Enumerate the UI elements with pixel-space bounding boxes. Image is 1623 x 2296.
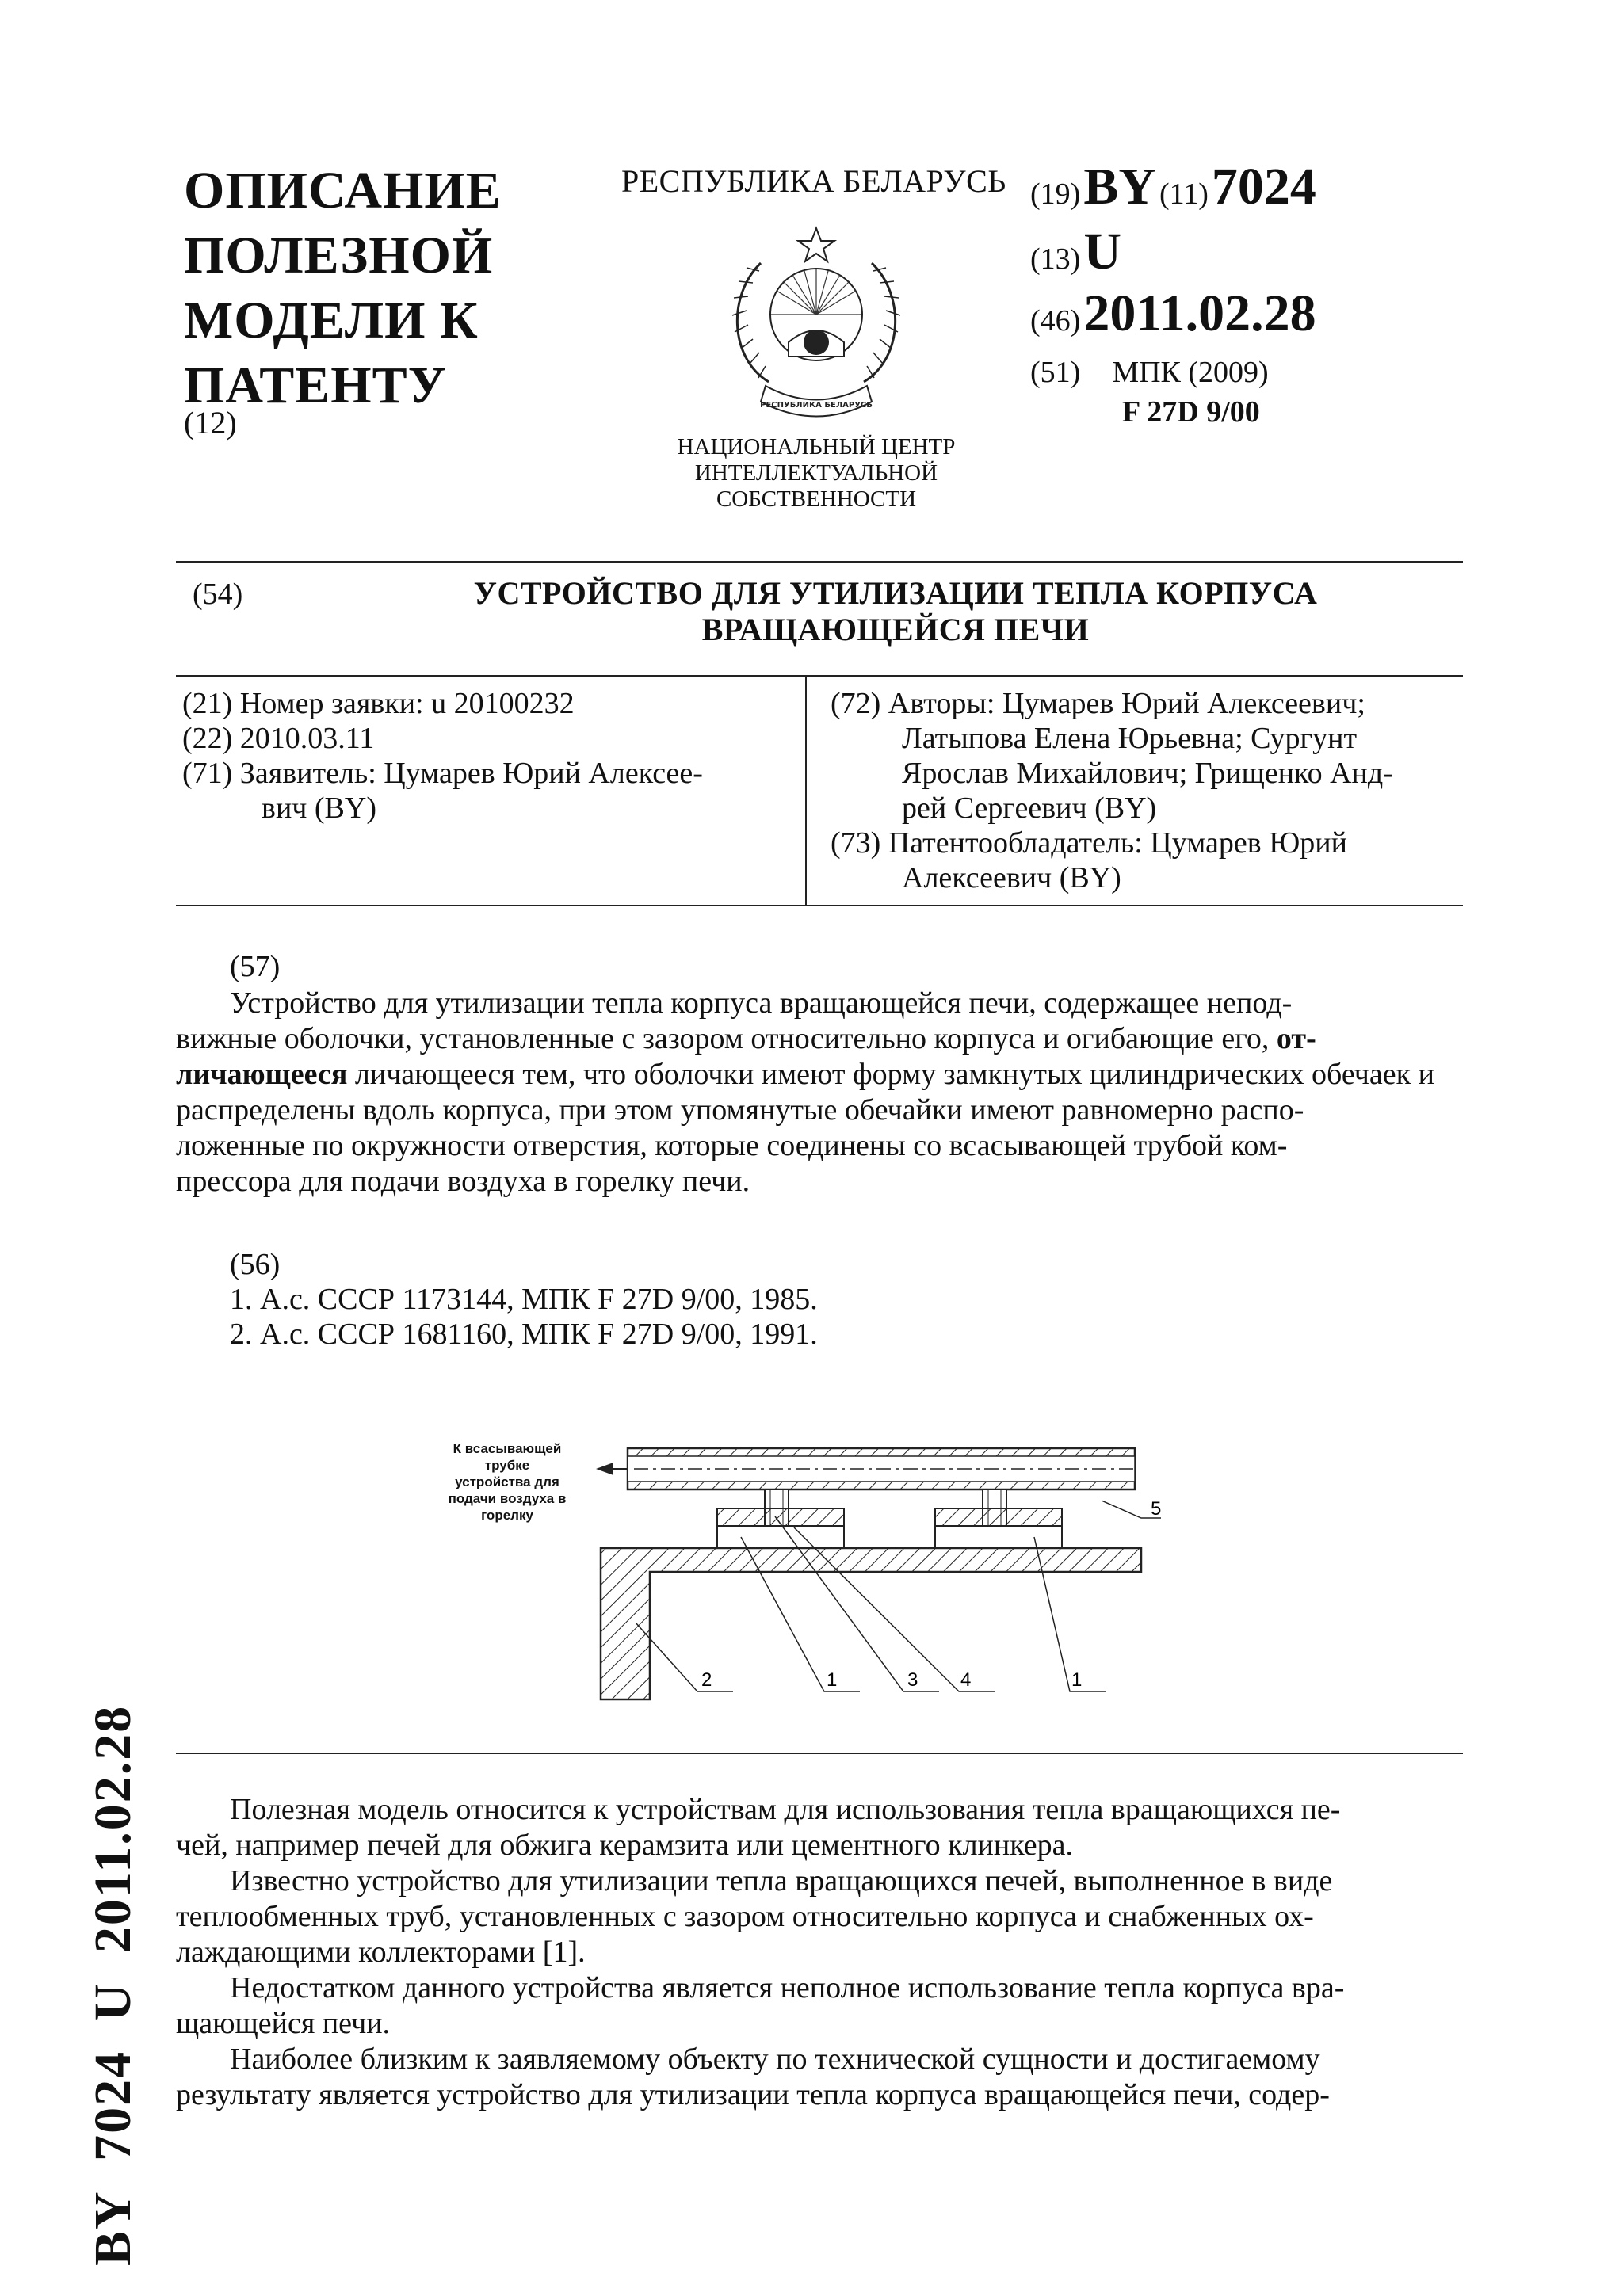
code-19: (19)	[1030, 177, 1081, 211]
title-line: МОДЕЛИ К	[184, 292, 479, 349]
code-57: (57)	[230, 950, 281, 983]
abstract-text	[176, 986, 1463, 1199]
figure-label-line: устройства для	[455, 1474, 559, 1489]
patent-number: 7024	[1211, 158, 1316, 215]
ipc-label: МПК (2009)	[1112, 356, 1269, 389]
callout-5: 5	[1151, 1498, 1162, 1520]
title-line: ОПИСАНИЕ	[184, 162, 502, 219]
center-line: СОБСТВЕННОСТИ	[716, 486, 917, 512]
shell	[935, 1526, 1062, 1548]
callout-3: 3	[907, 1669, 918, 1691]
callout-2: 2	[701, 1669, 712, 1691]
side-patent-id	[83, 1691, 143, 2266]
description-line: лаждающими коллекторами [1].	[176, 1936, 586, 1969]
state-emblem	[713, 223, 919, 429]
divider	[176, 905, 1463, 906]
code-54: (54)	[193, 578, 243, 611]
authors-line: рей Сергеевич (BY)	[902, 791, 1157, 825]
divider	[176, 561, 1463, 563]
abstract-line: личающееся личающееся тем, что оболочки имеют форму замкнутых цилиндрических обечаек и	[176, 1058, 1434, 1091]
code-13: (13)	[1030, 242, 1081, 276]
applicant-cont: вич (BY)	[262, 791, 376, 825]
invention-title	[349, 575, 1442, 648]
divider	[176, 1753, 1463, 1754]
emblem-ribbon-text: РЕСПУБЛИКА БЕЛАРУСЬ	[760, 401, 873, 410]
description-line: Наиболее близким к заявляемому объекту по технической сущности и достигаемому	[230, 2042, 1320, 2076]
republic-label: РЕСПУБЛИКА БЕЛАРУСЬ	[621, 163, 1006, 199]
callout-4: 4	[960, 1669, 972, 1691]
title-line: ПОЛЕЗНОЙ	[184, 227, 494, 284]
center-line: ИНТЕЛЛЕКТУАЛЬНОЙ	[694, 460, 938, 486]
invention-title-line: УСТРОЙСТВО ДЛЯ УТИЛИЗАЦИИ ТЕПЛА КОРПУСА	[473, 575, 1318, 611]
column-divider	[805, 675, 807, 905]
biblio-right	[831, 686, 1457, 895]
arrow-icon	[596, 1463, 613, 1475]
description-line: результату является устройство для утилизации тепла корпуса вращающейся печи, содер-	[176, 2078, 1330, 2111]
description-line: щающейся печи.	[176, 2007, 391, 2040]
figure-label	[428, 1440, 586, 1524]
ipc-class: F 27D 9/00	[1122, 395, 1260, 429]
biblio-left	[182, 686, 703, 826]
description-line: Полезная модель относится к устройствам для использования тепла вращающихся пе-	[230, 1793, 1341, 1826]
description-line: Недостатком данного устройства является неполное использование тепла корпуса вра-	[230, 1971, 1345, 2004]
abstract-line: прессора для подачи воздуха в горелку печи.	[176, 1165, 750, 1198]
bold-fragment: личающееся	[176, 1058, 348, 1091]
application-number: (21) Номер заявки: u 20100232	[182, 687, 575, 720]
reference-item: 1. А.с. СССР 1173144, МПК F 27D 9/00, 1985.	[230, 1283, 818, 1316]
description-line: чей, например печей для обжига керамзита или цементного клинкера.	[176, 1829, 1073, 1862]
abstract-line: вижные оболочки, установленные с зазором относительно корпуса и огибающие его, от-	[176, 1022, 1316, 1055]
references	[230, 1247, 818, 1352]
figure-label-line: подачи воздуха в	[448, 1491, 567, 1506]
divider	[176, 675, 1463, 677]
authors-line: (72) Авторы: Цумарев Юрий Алексеевич;	[831, 687, 1365, 720]
publication-date: 2011.02.28	[1083, 284, 1316, 342]
applicant: (71) Заявитель: Цумарев Юрий Алексее-	[182, 757, 703, 790]
national-center-name	[626, 434, 1006, 513]
code-12: (12)	[184, 405, 237, 441]
device-figure	[586, 1426, 1220, 1727]
reference-item: 2. А.с. СССР 1681160, МПК F 27D 9/00, 1991.	[230, 1318, 818, 1351]
center-line: НАЦИОНАЛЬНЫЙ ЦЕНТР	[677, 434, 956, 460]
authors	[831, 686, 1457, 721]
kiln-body	[601, 1548, 1141, 1699]
abstract-line: Устройство для утилизации тепла корпуса вращающейся печи, содержащее непод-	[230, 986, 1293, 1020]
title-line: ПАТЕНТУ	[184, 357, 448, 414]
code-51: (51)	[1030, 356, 1081, 389]
patent-holder: (73) Патентообладатель: Цумарев Юрий	[831, 826, 1347, 860]
callout-1: 1	[827, 1669, 838, 1691]
code-56: (56)	[230, 1248, 281, 1281]
side-date: 2011.02.28	[84, 1704, 142, 1954]
abstract-line: ложенные по окружности отверстия, которые соединены со всасывающей трубой ком-	[176, 1129, 1288, 1162]
code-46: (46)	[1030, 304, 1081, 338]
authors-line: Латыпова Елена Юрьевна; Сургунт	[902, 722, 1358, 755]
shell	[717, 1526, 844, 1548]
document-type-title	[184, 158, 502, 418]
country-code: BY	[1083, 158, 1156, 215]
side-number: 7024	[84, 2050, 142, 2161]
side-kind: U	[84, 1981, 142, 2022]
figure-label-line: К всасывающей	[453, 1441, 562, 1456]
authors-line: Ярослав Михайлович; Грищенко Анд-	[902, 757, 1393, 790]
patent-holder-cont: Алексеевич (BY)	[902, 861, 1121, 894]
side-country: BY	[84, 2190, 142, 2266]
filing-date: (22) 2010.03.11	[182, 722, 375, 755]
invention-title-line: ВРАЩАЮЩЕЙСЯ ПЕЧИ	[701, 612, 1090, 647]
figure-label-line: горелку	[481, 1508, 533, 1523]
abstract-line: распределены вдоль корпуса, при этом упомянутые обечайки имеют равномерно распо-	[176, 1093, 1304, 1127]
description-line: Известно устройство для утилизации тепла вращающихся печей, выполненное в виде	[230, 1864, 1333, 1897]
kind-code: U	[1083, 223, 1121, 280]
description	[176, 1792, 1463, 2113]
figure-label-line: трубке	[484, 1458, 530, 1473]
description-line: теплообменных труб, установленных с зазором относительно корпуса и снабженных ох-	[176, 1900, 1314, 1933]
bold-fragment: от-	[1276, 1022, 1316, 1055]
callout-1: 1	[1071, 1669, 1083, 1691]
code-11: (11)	[1159, 177, 1209, 211]
